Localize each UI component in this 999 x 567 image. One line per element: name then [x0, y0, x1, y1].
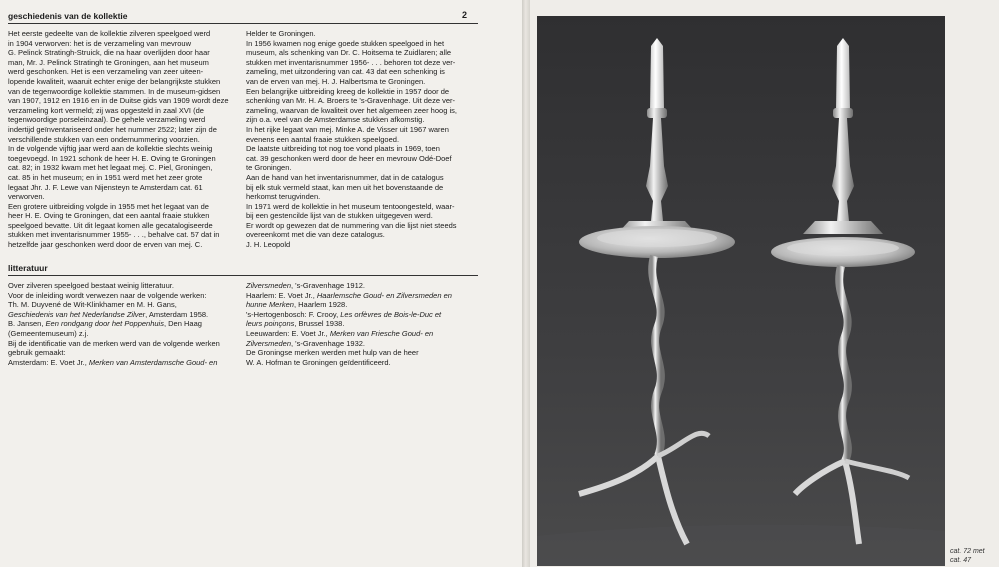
history-line: Een grotere uitbreiding volgde in 1955 met het legaat van de	[8, 201, 209, 211]
book-title: Merken van Friesche Goud- en	[329, 328, 434, 338]
history-line: stukken met inventarisnummer 1956- . . . behoren tot deze ver-	[246, 57, 456, 67]
candlesticks-illustration	[537, 16, 945, 566]
lit-text: 's-Hertogenbosch: F. Crooy,	[246, 309, 341, 319]
lit-line	[246, 291, 474, 301]
lit-line	[246, 281, 474, 291]
history-line: toegevoegd. In 1921 schonk de heer H. E. Oving te Groningen	[8, 153, 216, 163]
history-line: cat. 82; in 1932 kwam met het legaat mej. C. Piel, Groningen,	[8, 163, 213, 173]
history-line: heer H. E. Oving te Groningen, dat een aantal fraaie stukken	[8, 211, 210, 221]
book-title: Een rondgang door het Poppenhuis	[45, 319, 164, 329]
photo-caption	[950, 548, 998, 565]
history-line: cat. 85 in het museum; en in 1951 werd met het zeer grote	[8, 172, 203, 182]
history-column-1	[8, 29, 236, 250]
lit-line: gebruik gemaakt:	[8, 348, 66, 358]
history-line: museum, als schenking van Dr. C. Hoitsema te Zuidlaren; alle	[246, 48, 452, 58]
history-line: verzameling kort vermeld; zij was opgesteld in zaal XVI (de	[8, 105, 204, 115]
lit-line: Bij de identificatie van de merken werd van de volgende werken	[8, 338, 220, 348]
history-line: Het eerste gedeelte van de kollektie zilveren speelgoed werd	[8, 29, 211, 38]
lit-line: Over zilveren speelgoed bestaat weinig litteratuur.	[8, 281, 174, 290]
lit-line: De Groningse merken werden met hulp van de heer	[246, 348, 419, 358]
section-heading-literature	[8, 262, 478, 276]
history-column-2	[246, 29, 474, 250]
history-line: stukken met inventarisnummer 1955- . . ., behalve cat. 57 dat in	[8, 230, 220, 240]
lit-text: , 's-Gravenhage 1912.	[291, 281, 365, 290]
book-title: hunne Merken	[246, 300, 294, 310]
lit-text: , Den Haag	[163, 319, 202, 329]
history-line: De laatste uitbreiding tot nog toe vond plaats in 1969, toen	[246, 144, 440, 154]
history-line: van de tegenwoordige kollektie stammen. In de museum-gidsen	[8, 86, 221, 96]
lit-text: , 's-Gravenhage 1932.	[291, 338, 365, 348]
history-line: tegenwoordige porseleinzaal). De gehele verzameling werd	[8, 115, 206, 125]
history-line: bij een gestencilde lijst van de stukken uitgegeven werd.	[246, 211, 433, 221]
lit-line	[246, 310, 474, 320]
history-line: indertijd geïnventariseerd onder het nummer 2522; later zijn de	[8, 124, 217, 134]
history-line: In de volgende vijftig jaar werd aan de kollektie slechts weinig	[8, 144, 213, 154]
caption-line: cat. 47	[950, 556, 972, 564]
lit-line: Voor de inleiding wordt verwezen naar de volgende werken:	[8, 290, 207, 300]
history-line: G. Pelinck Stratingh-Struick, die na haar overlijden door haar	[8, 48, 210, 58]
book-title: leurs poinçons	[246, 319, 295, 329]
history-line: Een belangrijke uitbreiding kreeg de kollektie in 1957 door de	[246, 86, 450, 96]
history-line: In het rijke legaat van mej. Minke A. de Visser uit 1967 waren	[246, 124, 449, 134]
literature-title: litteratuur	[8, 263, 48, 273]
candlesticks-photo	[537, 16, 945, 566]
history-line: bij elk stuk vermeld staat, kan men uit het bovenstaande de	[246, 182, 444, 192]
book-title: Geschiedenis van het Nederlandse Zilver	[8, 309, 146, 319]
lit-line: Th. M. Duyvené de Wit-Klinkhamer en M. H. Gans,	[8, 300, 177, 310]
book-title: Merken van Amsterdamsche Goud- en	[88, 357, 218, 367]
section-heading-history	[8, 10, 478, 24]
history-line: van 1907, 1912 en 1916 en in de Duitse gids van 1909 wordt deze	[8, 96, 229, 106]
literature-column-2	[246, 281, 474, 367]
page-number: 2	[462, 10, 468, 20]
lit-line	[8, 319, 236, 329]
history-line: zameling, met uitzondering van cat. 43 dat een schenking is	[246, 67, 445, 77]
history-line: zameling, waarvan de kwaliteit over het algemeen zeer hoog is,	[246, 105, 457, 115]
history-line: in 1904 verworven: het is de verzameling van mevrouw	[8, 38, 192, 48]
history-line: verworven.	[8, 192, 45, 202]
lit-line	[8, 310, 236, 320]
lit-line	[8, 358, 236, 368]
lit-line	[246, 329, 474, 339]
history-line: overeenkomt met die van deze catalogus.	[246, 230, 385, 240]
book-title: Les orfèvres de Bois-le-Duc et	[340, 309, 442, 319]
section-title: geschiedenis van de kollektie	[8, 11, 128, 21]
history-line: lopende kwaliteit, waaruit echter enige der belangrijkste stukken	[8, 76, 221, 86]
lit-text: , Amsterdam 1958.	[145, 309, 209, 319]
book-title: Zilversmeden	[246, 338, 292, 348]
history-line: verschillende stukken van een ondernummering voorzien.	[8, 134, 200, 144]
history-line: Er wordt op gewezen dat de nummering van die lijst niet steeds	[246, 220, 457, 230]
lit-text: Haarlem: E. Voet Jr.,	[246, 290, 317, 300]
history-line: legaat Jhr. J. F. Lewe van Nijensteyn te Amsterdam cat. 61	[8, 182, 203, 192]
lit-line	[246, 319, 474, 329]
lit-text: , Brussel 1938.	[294, 319, 345, 329]
history-line: van de erven van mej. H. J. Halbertsma te Groningen.	[246, 76, 426, 86]
lit-line: W. A. Hofman te Groningen geïdentificeerd.	[246, 357, 391, 367]
history-line: evenens een aantal fraaie stukken speelgoed.	[246, 134, 400, 144]
history-line: schenking van Mr. H. A. Broers te 's-Gravenhage. Uit deze ver-	[246, 96, 456, 106]
history-line: werd geschonken. Het is een verzameling van zeer uiteen-	[8, 67, 204, 77]
history-line: cat. 39 geschonken werd door de heer en mevrouw Odé-Doef	[246, 153, 452, 163]
history-line: speelgoed bevatte. Uit dit legaat komen alle gecatalogiseerde	[8, 220, 213, 230]
lit-line: (Gemeentemuseum) z.j.	[8, 328, 89, 338]
book-title: Zilversmeden	[246, 281, 292, 290]
lit-line	[246, 300, 474, 310]
history-line: zijn o.a. veel van de Amsterdamse stukken afkomstig.	[246, 115, 425, 125]
history-line: te Groningen.	[246, 163, 292, 173]
literature-column-1	[8, 281, 236, 367]
page-gutter	[522, 0, 530, 567]
caption-line: cat. 72 met	[950, 548, 985, 555]
lit-text: B. Jansen,	[8, 319, 46, 329]
lit-line	[246, 339, 474, 349]
book-title: Haarlemsche Goud- en Zilversmeden en	[316, 290, 452, 300]
history-line: In 1971 werd de kollektie in het museum tentoongesteld, waar-	[246, 201, 455, 211]
lit-text: Leeuwarden: E. Voet Jr.,	[246, 328, 330, 338]
history-line: hetzelfde jaar geschonken werd door de erven van mej. C.	[8, 240, 203, 250]
lit-text: , Haarlem 1928.	[293, 300, 348, 310]
lit-text: Amsterdam: E. Voet Jr.,	[8, 357, 89, 367]
history-line: Helder te Groningen.	[246, 29, 316, 38]
history-line: J. H. Leopold	[246, 240, 291, 250]
history-line: In 1956 kwamen nog enige goede stukken speelgoed in het	[246, 38, 445, 48]
history-line: herkomst terugvinden.	[246, 192, 321, 202]
history-line: Aan de hand van het inventarisnummer, dat in de catalogus	[246, 172, 444, 182]
history-line: man, Mr. J. Pelinck Stratingh te Groningen, aan het museum	[8, 57, 209, 67]
